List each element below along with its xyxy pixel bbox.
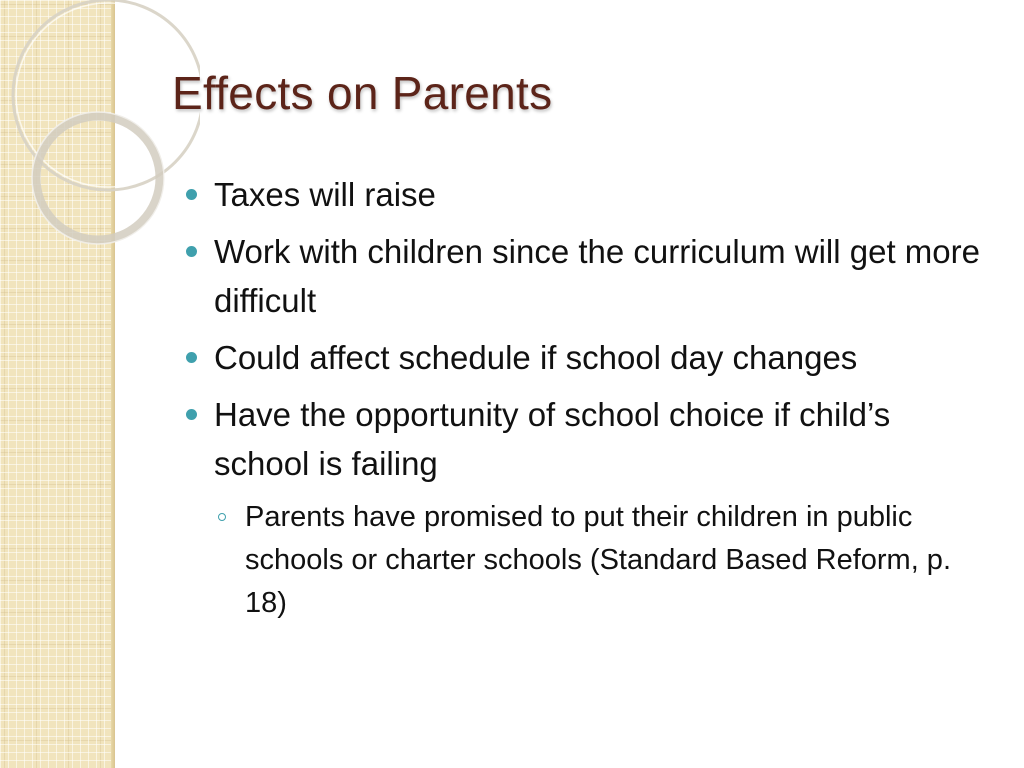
bullet-text: Have the opportunity of school choice if child’s school is failing: [214, 396, 891, 482]
sub-bullet-text: Parents have promised to put their children in public schools or charter schools (Standard Based Reform, p. 18): [245, 501, 951, 619]
bullet-dot-icon: [186, 189, 197, 200]
bullet-dot-icon: [186, 246, 197, 257]
slide-title: Effects on Parents: [172, 67, 553, 119]
bullet-text: Could affect schedule if school day changes: [214, 339, 858, 376]
decorative-rings: [0, 0, 200, 300]
bullet-item: [184, 390, 994, 488]
bullet-item: [184, 170, 994, 219]
decorative-ring-lower: [36, 116, 160, 240]
bullet-text: Work with children since the curriculum will get more difficult: [214, 233, 980, 319]
bullet-item: [184, 227, 994, 325]
hollow-circle-bullet-icon: [218, 513, 226, 521]
bullet-text: Taxes will raise: [214, 176, 436, 213]
bullet-list: [184, 170, 994, 625]
decorative-ring-lower-highlight: [32, 112, 164, 244]
bullet-item: [184, 333, 994, 382]
sub-bullet-item: [214, 496, 994, 625]
bullet-dot-icon: [186, 409, 197, 420]
bullet-dot-icon: [186, 352, 197, 363]
